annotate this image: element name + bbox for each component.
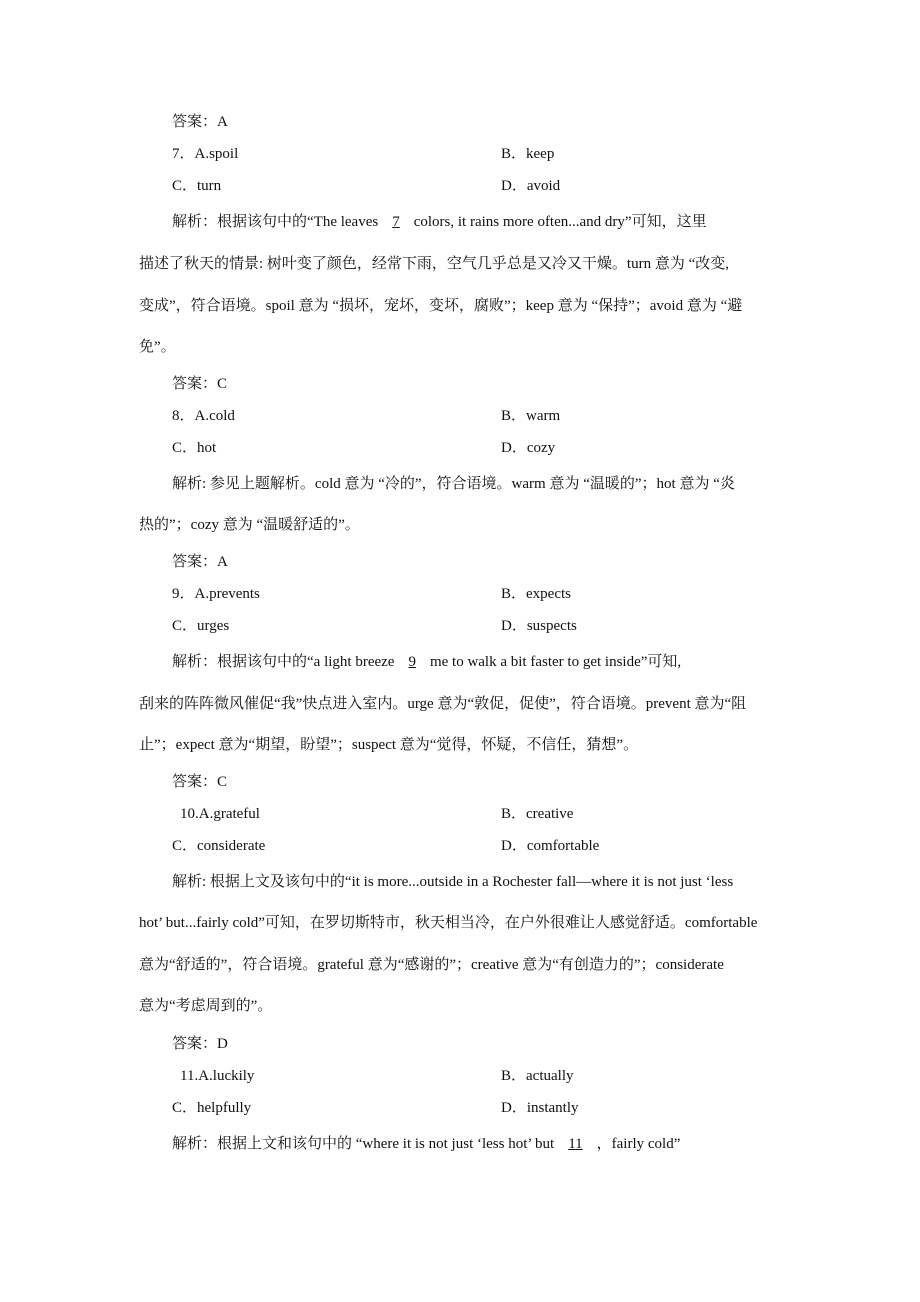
answer-value: C xyxy=(217,376,228,392)
q10-explanation-line: 意为“舒适的”，符合语境。grateful 意为“感谢的”；creative 意为“有创造力的”；considerate xyxy=(139,957,724,973)
q9-option-b: B．expects xyxy=(501,586,571,602)
q10-option-b: B．creative xyxy=(501,806,574,822)
q9-option-d: D．suspects xyxy=(501,618,577,634)
q10-option-a: 10.A.grateful xyxy=(180,806,260,822)
q7-blank: 7 xyxy=(392,214,400,230)
q7-explanation-line: 变成”，符合语境。spoil 意为 “损坏，宠坏，变坏，腐败”；keep 意为 “保持”；avoid 意为 “避 xyxy=(139,298,743,314)
answer-line xyxy=(172,772,227,792)
q7-explanation-line: 描述了秋天的情景: 树叶变了颜色，经常下雨，空气几乎总是又冷又干燥。turn 意为 “改变, xyxy=(139,256,729,272)
q7-explanation-text-b: colors, it rains more often...and dry”可知，这里 xyxy=(413,214,707,230)
answer-value: C xyxy=(217,774,228,790)
answer-label: 答案： xyxy=(172,114,218,130)
q10-explanation-line: 意为“考虑周到的”。 xyxy=(139,998,273,1014)
answer-label: 答案： xyxy=(172,554,218,570)
q9-explanation-line: 刮来的阵阵微风催促“我”快点进入室内。urge 意为“敦促，促使”，符合语境。prevent 意为“阻 xyxy=(139,696,747,712)
answer-line xyxy=(172,112,228,132)
q8-explanation-line: 热的”；cozy 意为 “温暖舒适的”。 xyxy=(139,517,360,533)
q8-explanation-line: 解析: 参见上题解析。cold 意为 “冷的”，符合语境。warm 意为 “温暖的”；hot 意为 “炎 xyxy=(172,476,735,492)
q7-explanation-line: 免”。 xyxy=(139,339,176,355)
q9-explanation-text-b: me to walk a bit faster to get inside”可知, xyxy=(429,654,682,670)
answer-label: 答案： xyxy=(172,1036,218,1052)
answer-value: A xyxy=(217,114,228,130)
q9-explanation-text-a: 解析：根据该句中的“a light breeze xyxy=(172,654,395,670)
q11-blank: 11 xyxy=(568,1136,583,1152)
q10-explanation-line: 解析: 根据上文及该句中的“it is more...outside in a Rochester fall—where it is not just ‘less xyxy=(172,874,734,890)
q8-option-a: 8．A.cold xyxy=(172,408,235,424)
q11-option-c: C．helpfully xyxy=(172,1100,252,1116)
answer-value: D xyxy=(217,1036,228,1052)
q9-option-a: 9．A.prevents xyxy=(172,586,260,602)
answer-line xyxy=(172,374,227,394)
q8-option-b: B．warm xyxy=(501,408,561,424)
q7-explanation-line xyxy=(172,212,707,232)
q8-option-d: D．cozy xyxy=(501,440,556,456)
q10-explanation-line: hot’ but...fairly cold”可知，在罗切斯特市，秋天相当冷，在户外很难让人感觉舒适。comfortable xyxy=(139,915,758,931)
q10-option-c: C．considerate xyxy=(172,838,266,854)
answer-label: 答案： xyxy=(172,376,218,392)
answer-value: A xyxy=(217,554,228,570)
q7-explanation-text-a: 解析：根据该句中的“The leaves xyxy=(172,214,379,230)
answer-line xyxy=(172,1034,228,1054)
q9-explanation-line xyxy=(172,652,681,672)
q11-explanation-text-b: ，fairly cold” xyxy=(596,1136,681,1152)
answer-line xyxy=(172,552,228,572)
q11-option-b: B．actually xyxy=(501,1068,574,1084)
q9-option-c: C．urges xyxy=(172,618,230,634)
q11-explanation-text-a: 解析：根据上文和该句中的 “where it is not just ‘less hot’ but xyxy=(172,1136,555,1152)
q11-option-a: 11.A.luckily xyxy=(180,1068,255,1084)
q11-option-d: D．instantly xyxy=(501,1100,579,1116)
q11-explanation-line xyxy=(172,1134,680,1154)
q7-option-b: B．keep xyxy=(501,146,555,162)
q7-option-a: 7．A.spoil xyxy=(172,146,239,162)
q7-option-c: C．turn xyxy=(172,178,222,194)
q10-option-d: D．comfortable xyxy=(501,838,600,854)
q8-option-c: C．hot xyxy=(172,440,217,456)
answer-label: 答案： xyxy=(172,774,218,790)
q9-explanation-line: 止”；expect 意为“期望，盼望”；suspect 意为“觉得，怀疑，不信任，猜想”。 xyxy=(139,737,639,753)
q9-blank: 9 xyxy=(408,654,416,670)
q7-option-d: D．avoid xyxy=(501,178,561,194)
